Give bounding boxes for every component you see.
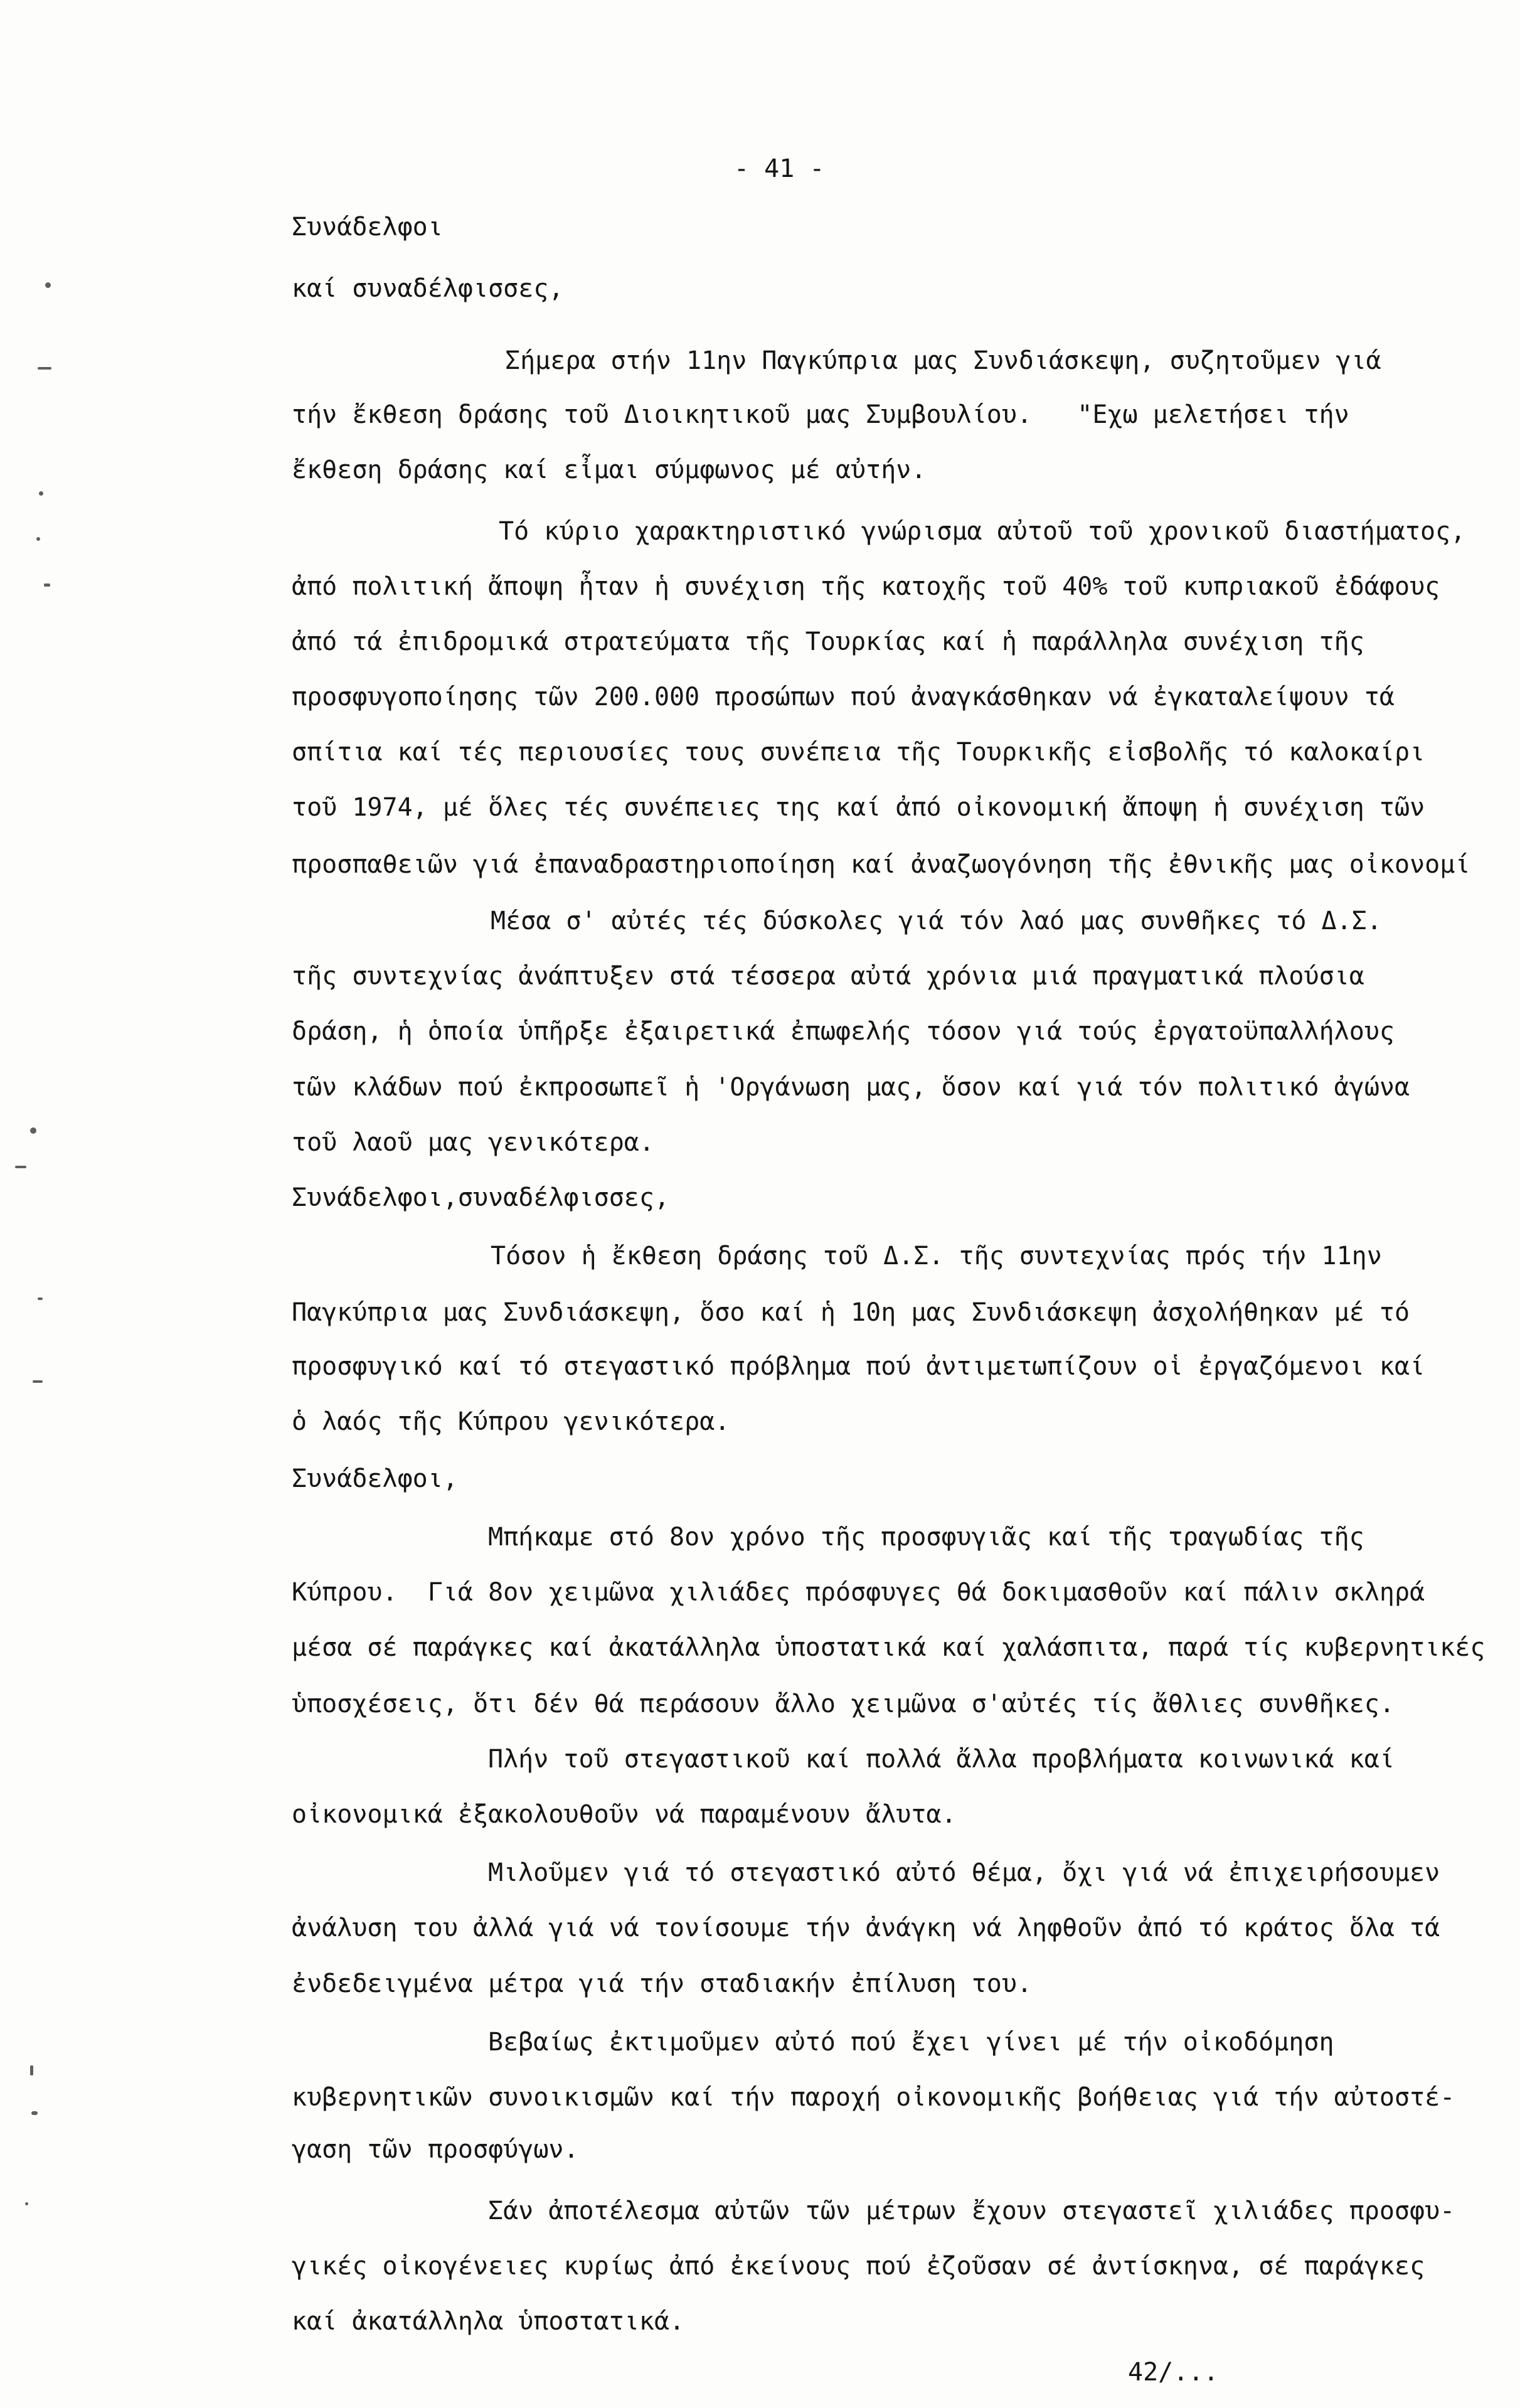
body-line: γικές οἰκογένειες κυρίως ἀπό ἐκείνους πού ἐζοῦσαν σέ ἀντίσκηνα, σέ παράγκες (292, 2252, 1425, 2281)
body-line: ἐνδεδειγμένα μέτρα γιά τήν σταδιακήν ἐπίλυση του. (292, 1969, 1033, 1998)
scan-speck (39, 491, 43, 496)
body-line: Μπήκαμε στό 8ον χρόνο τῆς προσφυγιᾶς καί τῆς τραγωδίας τῆς (488, 1523, 1364, 1552)
scan-speck (36, 537, 40, 541)
page-number: - 41 - (734, 154, 825, 183)
body-line: τοῦ 1974, μέ ὅλες τές συνέπειες της καί ἀπό οἰκονομική ἄποψη ἡ συνέχιση τῶν (292, 793, 1425, 822)
body-line: τῆς συντεχνίας ἀνάπτυξεν στά τέσσερα αὐτά χρόνια μιά πραγματικά πλούσια (292, 962, 1364, 991)
scan-speck (31, 2111, 38, 2115)
body-line: ὁ λαός τῆς Κύπρου γενικότερα. (292, 1407, 730, 1436)
body-line: οἰκονομικά ἐξακολουθοῦν νά παραμένουν ἄλυτα. (292, 1800, 957, 1829)
body-line: Σάν ἀποτέλεσμα αὐτῶν τῶν μέτρων ἔχουν στεγαστεῖ χιλιάδες προσφυ- (488, 2197, 1455, 2225)
body-line: Παγκύπρια μας Συνδιάσκεψη, ὅσο καί ἡ 10η μας Συνδιάσκεψη ἀσχολήθηκαν μέ τό (292, 1298, 1410, 1327)
scan-speck (25, 2202, 28, 2205)
body-line: δράση, ἡ ὁποία ὑπῆρξε ἐξαιρετικά ἐπωφελής τόσον γιά τούς ἐργατοϋπαλλήλους (292, 1017, 1395, 1046)
scan-speck (38, 367, 51, 370)
body-line: προσφυγοποίησης τῶν 200.000 προσώπων πού ἀναγκάσθηκαν νά ἐγκαταλείψουν τά (292, 683, 1395, 711)
body-line: Μιλοῦμεν γιά τό στεγαστικό αὐτό θέμα, ὄχι γιά νά ἐπιχειρήσουμεν (488, 1858, 1440, 1887)
body-line: τοῦ λαοῦ μας γενικότερα. (292, 1128, 654, 1157)
body-line: κυβερνητικῶν συνοικισμῶν καί τήν παροχή οἰκονομικῆς βοήθειας γιά τήν αὐτοστέ- (292, 2083, 1455, 2112)
continuation-marker: 42/... (1128, 2358, 1219, 2387)
body-line: ὑποσχέσεις, ὅτι δέν θά περάσουν ἄλλο χειμῶνα σ'αὐτές τίς ἄθλιες συνθῆκες. (292, 1690, 1395, 1718)
salutation-line: καί συναδέλφισσες, (292, 274, 564, 303)
body-line: προσφυγικό καί τό στεγαστικό πρόβλημα πού ἀντιμετωπίζουν οἱ ἐργαζόμενοι καί (292, 1352, 1425, 1381)
body-line: Κύπρου. Γιά 8ον χειμῶνα χιλιάδες πρόσφυγες θά δοκιμασθοῦν καί πάλιν σκληρά (292, 1578, 1425, 1607)
salutation-line: Συνάδελφοι, (292, 1464, 458, 1493)
salutation-line: Συνάδελφοι (292, 213, 443, 242)
scan-speck (38, 1297, 43, 1300)
body-line: ἀπό πολιτική ἄποψη ἦταν ἡ συνέχιση τῆς κατοχῆς τοῦ 40% τοῦ κυπριακοῦ ἐδάφους (292, 572, 1440, 601)
body-line: μέσα σέ παράγκες καί ἀκατάλληλα ὑποστατικά καί χαλάσπιτα, παρά τίς κυβερνητικές (292, 1633, 1485, 1662)
body-line: Βεβαίως ἐκτιμοῦμεν αὐτό πού ἔχει γίνει μέ τήν οἰκοδόμηση (488, 2028, 1334, 2057)
body-line: Πλήν τοῦ στεγαστικοῦ καί πολλά ἄλλα προβλήματα κοινωνικά καί (488, 1745, 1395, 1774)
body-line: γαση τῶν προσφύγων. (292, 2135, 579, 2164)
body-line: Τόσον ἡ ἔκθεση δράσης τοῦ Δ.Σ. τῆς συντεχνίας πρός τήν 11ην (491, 1242, 1382, 1271)
body-line: τῶν κλάδων πού ἐκπροσωπεῖ ἡ 'Οργάνωση μας, ὅσον καί γιά τόν πολιτικό ἀγώνα (292, 1073, 1410, 1102)
body-line: ἔκθεση δράσης καί εἶμαι σύμφωνος μέ αὐτήν. (292, 455, 927, 484)
scan-speck (30, 1127, 36, 1134)
body-line: ἀπό τά ἐπιδρομικά στρατεύματα τῆς Τουρκίας καί ἡ παράλληλα συνέχιση τῆς (292, 627, 1364, 656)
scan-speck (30, 2065, 33, 2075)
body-line: ἀνάλυση του ἀλλά γιά νά τονίσουμε τήν ἀνάγκη νά ληφθοῦν ἀπό τό κράτος ὅλα τά (292, 1914, 1440, 1942)
scan-speck (44, 583, 50, 587)
scan-speck (45, 282, 51, 288)
scan-speck (15, 1166, 26, 1168)
body-line: σπίτια καί τές περιουσίες τους συνέπεια τῆς Τουρκικῆς εἰσβολῆς τό καλοκαίρι (292, 738, 1425, 767)
body-line: Μέσα σ' αὐτές τές δύσκολες γιά τόν λαό μας συνθῆκες τό Δ.Σ. (491, 907, 1382, 935)
body-line: Σήμερα στήν 11ην Παγκύπρια μας Συνδιάσκεψη, συζητοῦμεν γιά (505, 346, 1381, 375)
body-line: τήν ἔκθεση δράσης τοῦ Διοικητικοῦ μας Συμβουλίου. "Εχω μελετήσει τήν (292, 400, 1349, 429)
body-line: Τό κύριο χαρακτηριστικό γνώρισμα αὐτοῦ τοῦ χρονικοῦ διαστήματος, (499, 517, 1466, 546)
salutation-line: Συνάδελφοι,συναδέλφισσες, (292, 1183, 670, 1212)
scan-speck (33, 1380, 43, 1383)
body-line: προσπαθειῶν γιά ἐπαναδραστηριοποίηση καί ἀναζωογόνηση τῆς ἐθνικῆς μας οἰκονομί (292, 850, 1470, 879)
body-line: καί ἀκατάλληλα ὑποστατικά. (292, 2307, 685, 2336)
